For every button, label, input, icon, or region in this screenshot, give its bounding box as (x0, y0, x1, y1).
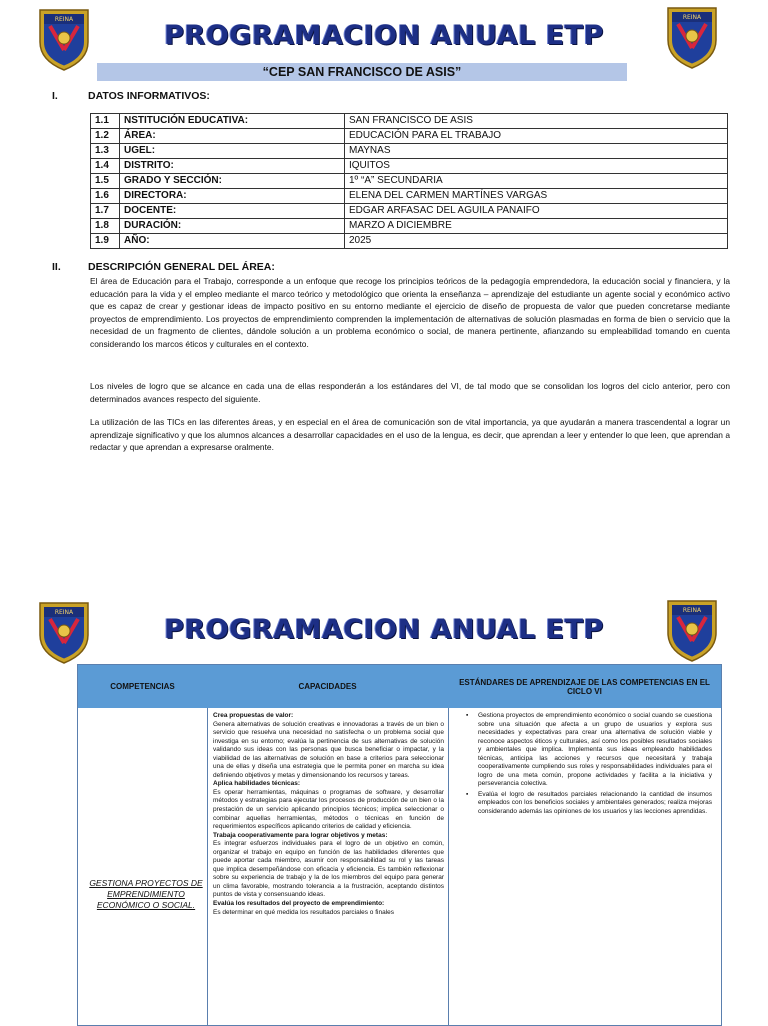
standards-column (466, 712, 712, 819)
section-number: II. (52, 261, 61, 273)
row-value: SAN FRANCISCO DE ASIS (345, 114, 728, 129)
info-row (91, 234, 728, 249)
informative-data-table (90, 113, 728, 249)
info-row (91, 114, 728, 129)
row-value: 2025 (345, 234, 728, 249)
header-estandares: ESTÁNDARES DE APRENDIZAJE DE LAS COMPETENCIAS EN EL CICLO VI (459, 677, 710, 696)
competency-cell: GESTIONA PROYECTOS DE EMPRENDIMIENTO ECONÓMICO O SOCIAL. (89, 878, 203, 910)
competencies-table (77, 664, 722, 1026)
row-label: AÑO: (120, 234, 345, 249)
info-row (91, 219, 728, 234)
section-title: DESCRIPCIÓN GENERAL DEL ÁREA: (88, 261, 275, 273)
svg-text:REINA: REINA (682, 14, 702, 21)
row-number: 1.8 (91, 219, 120, 234)
info-row (91, 129, 728, 144)
capacities-column (213, 712, 444, 917)
row-number: 1.1 (91, 114, 120, 129)
row-value: 1º “A” SECUNDARIA (345, 174, 728, 189)
row-value: IQUITOS (345, 159, 728, 174)
row-label: UGEL: (120, 144, 345, 159)
row-value: EDGAR ARFASAC DEL AGUILA PANAIFO (345, 204, 728, 219)
row-value: MARZO A DICIEMBRE (345, 219, 728, 234)
svg-text:REINA: REINA (54, 16, 74, 23)
svg-text:REINA: REINA (682, 607, 702, 614)
header-competencias: COMPETENCIAS (110, 682, 175, 691)
row-label: DISTRITO: (120, 159, 345, 174)
school-name-banner: “CEP SAN FRANCISCO DE ASIS” (97, 63, 627, 81)
info-row (91, 144, 728, 159)
row-label: DIRECTORA: (120, 189, 345, 204)
section-title: DATOS INFORMATIVOS: (88, 90, 210, 102)
row-number: 1.7 (91, 204, 120, 219)
row-label: DURACIÓN: (120, 219, 345, 234)
row-number: 1.5 (91, 174, 120, 189)
info-row (91, 189, 728, 204)
capacity-block: Crea propuestas de valor: Genera alternativas de solución creativas e innovadoras a través de un bien o servicio que resuelva una necesidad no satisfecha o un problema social que investiga en su entorno; evalúa la pertinencia de sus alternativas de solución validando sus ideas con las personas que busca beneficiar o impactar, y la viabilidad de las alternativas de solución en base a criterios para seleccionar una de ellas y diseña una estrategia que le permita poner en marcha su idea definiendo objetivos y metas y dimensionando los recursos y tareas. (213, 712, 444, 779)
capacity-block: Trabaja cooperativamente para lograr objetivos y metas: Es integrar esfuerzos individuales para el logro de un objetivo en común, organizar el trabajo en equipo en función de las habilidades diferentes que puede aportar cada miembro, asumir con responsabilidad su rol y las tareas que implica desempeñándose con eficacia y eficiencia. Es también reflexionar sobre su experiencia de trabajo y la de los miembros del equipo para generar un clima favorable, mostrando tolerancia a la frustración, aceptando distintos puntos de vista y consensuando ideas. (213, 831, 444, 899)
row-label: ÁREA: (120, 129, 345, 144)
info-row (91, 159, 728, 174)
svg-text:REINA: REINA (54, 609, 74, 616)
row-value: ELENA DEL CARMEN MARTÍNES VARGAS (345, 189, 728, 204)
header-capacidades: CAPACIDADES (298, 682, 357, 691)
row-value: EDUCACIÓN PARA EL TRABAJO (345, 129, 728, 144)
bullet-icon: ▪ (466, 790, 469, 798)
row-label: GRADO Y SECCIÓN: (120, 174, 345, 189)
description-paragraph-2: Los niveles de logro que se alcance en cada una de ellas responderán a los estándares del VI, de tal modo que se consolidan los logros del ciclo anterior, pero con determinados avances respecto del siguiente. (90, 381, 730, 404)
row-number: 1.9 (91, 234, 120, 249)
document-title: PROGRAMACION ANUAL ETP (164, 20, 604, 51)
standard-item: ▪ Gestiona proyectos de emprendimiento económico o social cuando se cuestiona sobre una situación que afecta a un grupo de usuarios y explora sus necesidades y expectativas para crear una alternativa de solución viable y reconoce aspectos éticos y culturales, así como los posibles resultados sociales y ambientales que implica. Implementa sus ideas empleando habilidades técnicas, anticipa las acciones y recursos que necesitará y trabaja cooperativamente cumpliendo sus roles y responsabilidades individuales para el logro de una meta común, propone actividades y facilita a la iniciativa y perseverancia colectiva. (466, 712, 712, 788)
section-number: I. (52, 90, 58, 102)
row-number: 1.2 (91, 129, 120, 144)
section-heading-descripcion (52, 261, 452, 275)
section-heading-datos (52, 90, 352, 104)
capacity-block: Aplica habilidades técnicas: Es operar herramientas, máquinas o programas de software, y desarrollar métodos y estrategias para ejecutar los procesos de producción de un bien o la prestación de un servicio aplicando principios técnicos; implica seleccionar o combinar aquellas herramientas, métodos o técnicas en función de requerimientos específicos aplicando criterios de calidad y eficiencia. (213, 780, 444, 831)
row-label: DOCENTE: (120, 204, 345, 219)
row-number: 1.4 (91, 159, 120, 174)
standard-item: ▪ Evalúa el logro de resultados parciales relacionando la cantidad de insumos empleados con los beneficios sociales y ambientales generados; realiza mejoras considerando además las opiniones de los usuarios y las lecciones aprendidas. (466, 790, 712, 816)
row-number: 1.6 (91, 189, 120, 204)
row-value: MAYNAS (345, 144, 728, 159)
info-row (91, 174, 728, 189)
bullet-icon: ▪ (466, 712, 469, 719)
row-number: 1.3 (91, 144, 120, 159)
row-label: NSTITUCIÓN EDUCATIVA: (120, 114, 345, 129)
capacity-block: Evalúa los resultados del proyecto de emprendimiento: Es determinar en qué medida los resultados parciales o finales (213, 900, 395, 916)
page-2-title: PROGRAMACION ANUAL ETP (164, 614, 604, 645)
table-header-row (78, 665, 721, 708)
description-paragraph-3: La utilización de las TICs en las diferentes áreas, y en especial en el área de comunicación son de vital importancia, ya que ayudarán a manera trascendental a lograr un aprendizaje significativo y que los alumnos alcances a desarrollar capacidades en el uso de la lengua, es decir, que aprendan a leer y entender lo que leen, que aprendan a redactar y que aprendan a expresarse oralmente. (90, 417, 730, 452)
description-paragraph-1: El área de Educación para el Trabajo, corresponde a un enfoque que recoge los principios teóricos de la pedagogía emprendedora, la educación social y financiera, y la educación para la vida y el empleo mediante el marco teórico y metodológico que orienta la enseñanza – aprendizaje del estudiante un agente social y económico activo que es capaz de crear y gestionar ideas de impacto positivo en su entorno mediante el ejercicio de diseño de propuesta de valor que pueden concretarse mediante proyectos de emprendimiento. Los proyectos de emprendimiento comprenden la implementación de alternativas de solución plasmadas en forma de bien o servicio que la necesidad de un fragmento de clientes, dándole solución a un problema económico o social, de manera pertinente, afianzando su empleabilidad tomando en cuenta considerando los marcos éticos y culturales en el contexto. (90, 276, 730, 349)
info-row (91, 204, 728, 219)
